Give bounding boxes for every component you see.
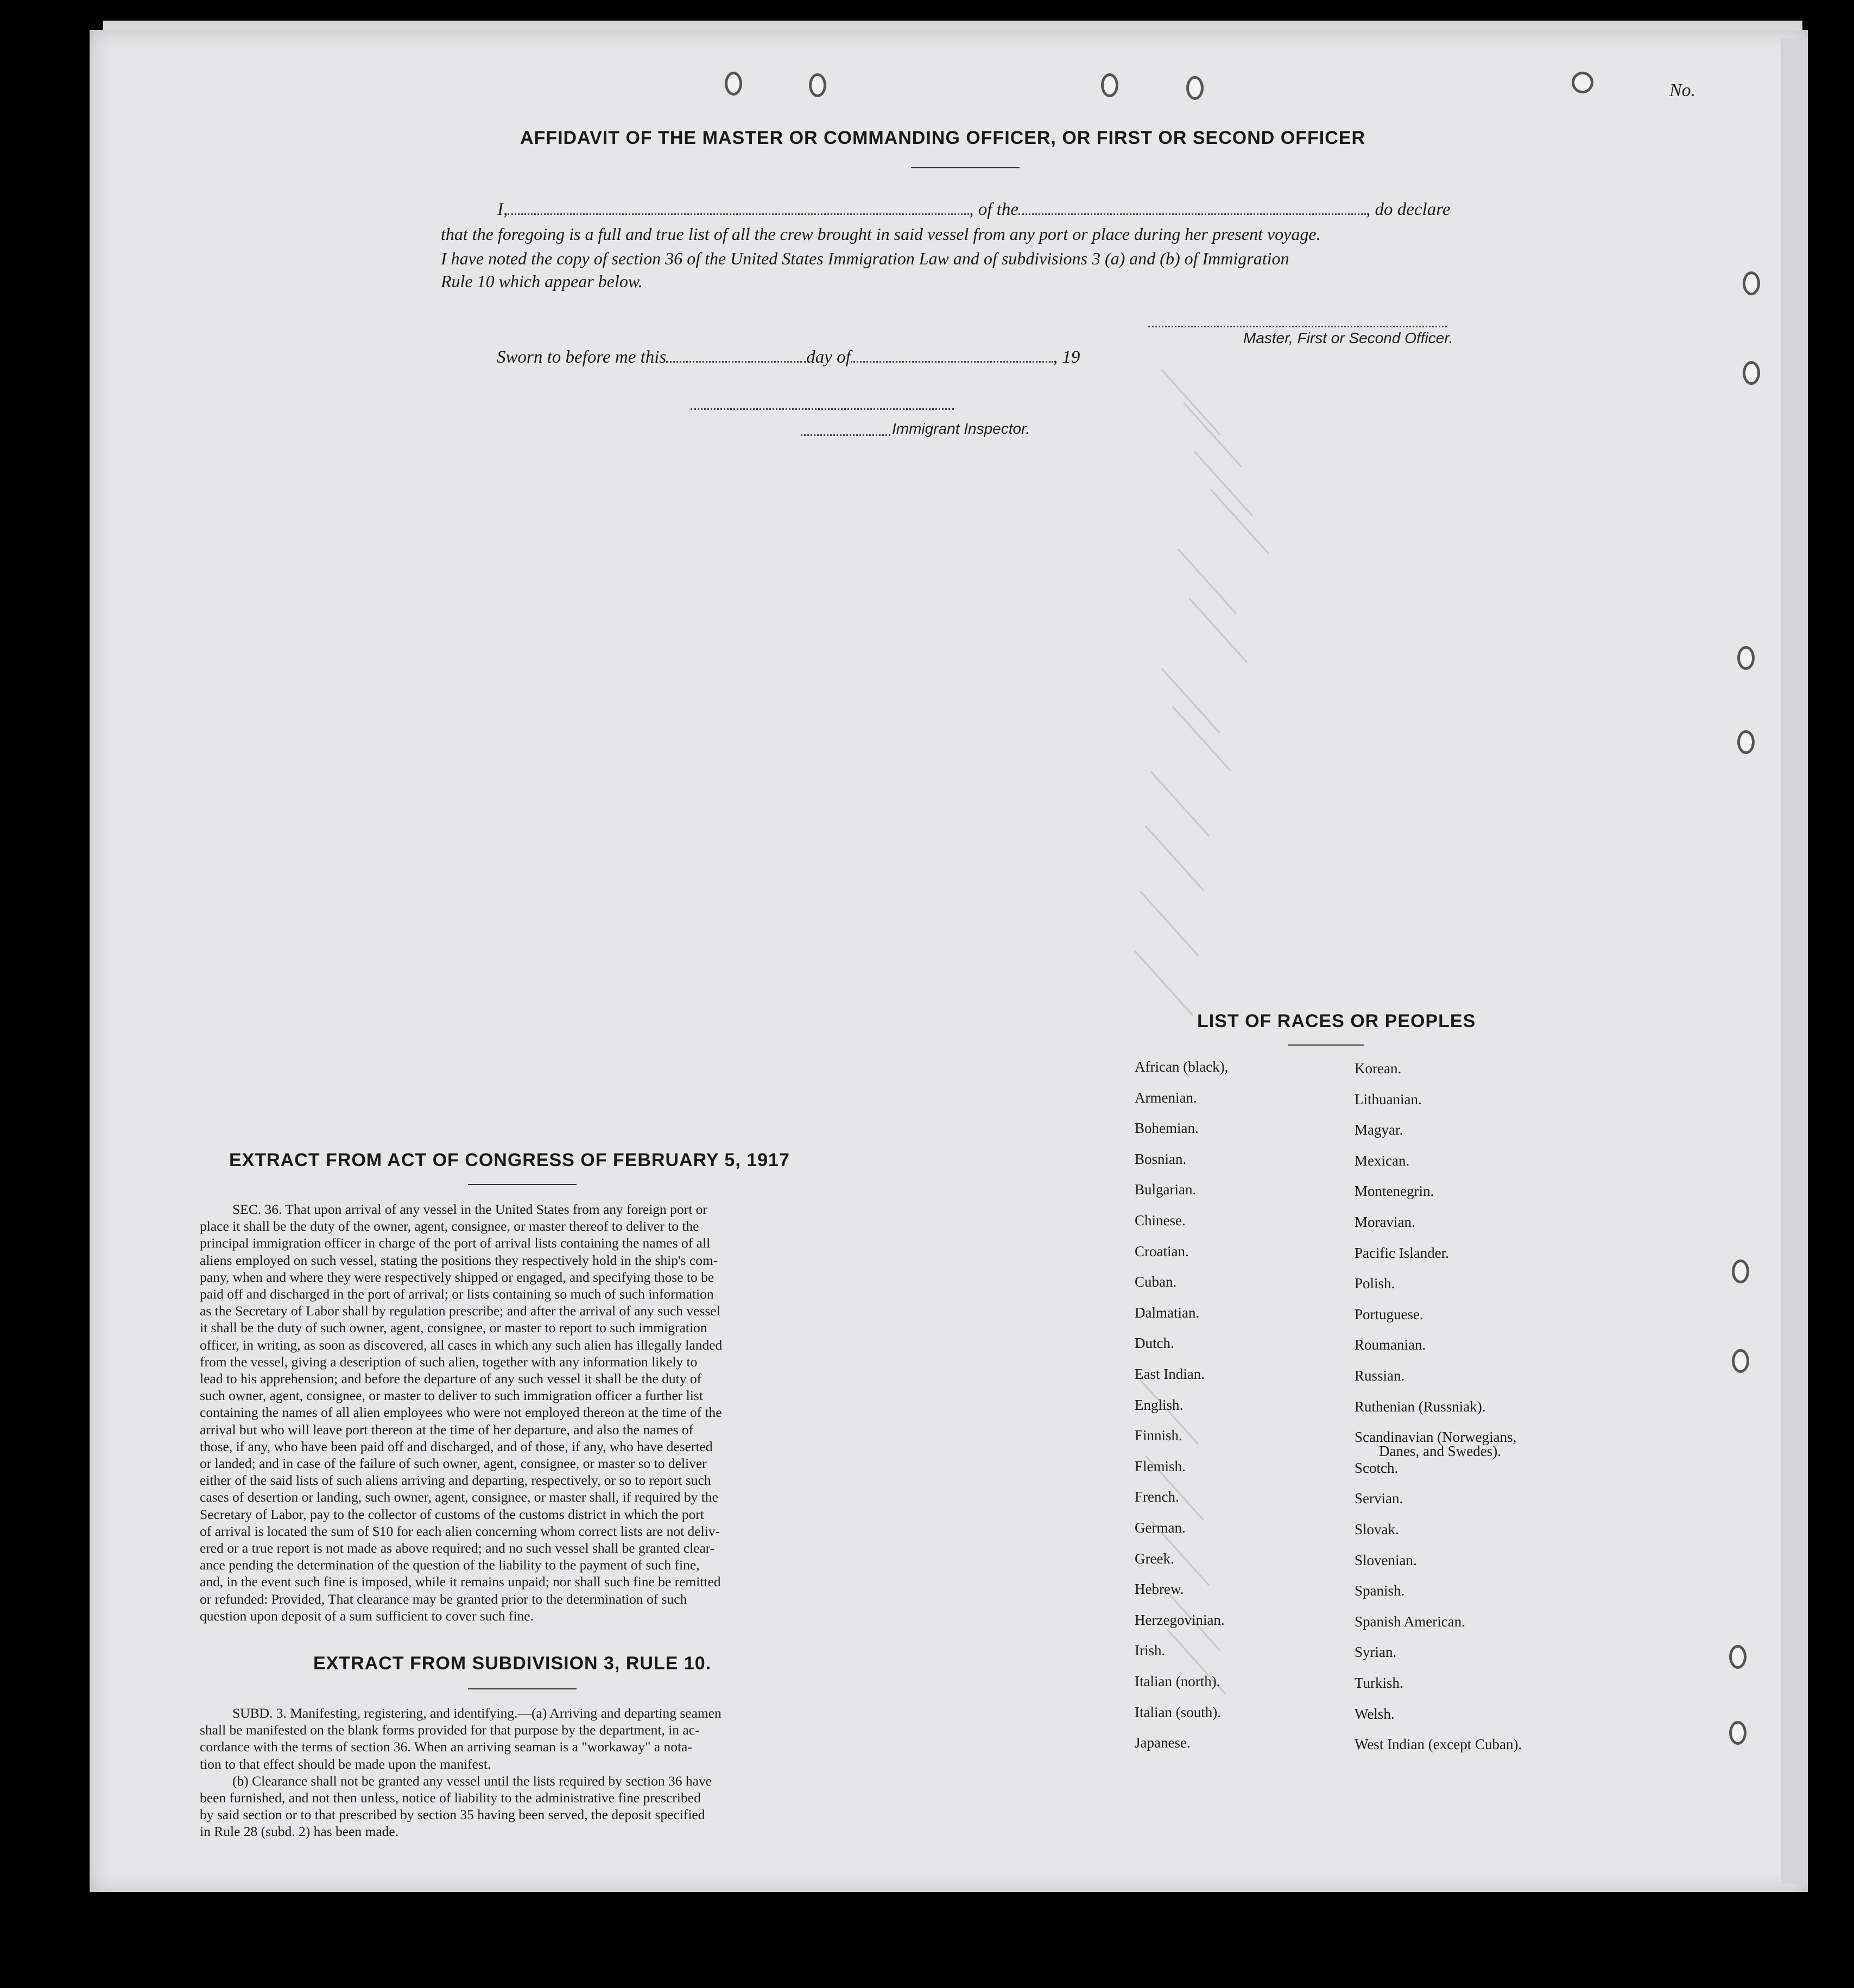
- race-item: Turkish.: [1355, 1675, 1403, 1691]
- text-line: or refunded: Provided, That clearance may be granted prior to the determination of such: [200, 1591, 687, 1607]
- race-item: Mexican.: [1355, 1152, 1410, 1169]
- affidavit-title: AFFIDAVIT OF THE MASTER OR COMMANDING OFFICER, OR FIRST OR SECOND OFFICER: [520, 128, 1365, 148]
- sworn-month-blank[interactable]: [851, 348, 1053, 363]
- race-item: Russian.: [1355, 1367, 1405, 1384]
- affidavit-line-4: Rule 10 which appear below.: [441, 271, 643, 291]
- race-item: Slovak.: [1355, 1521, 1399, 1537]
- text-line: tion to that effect should be made upon the manifest.: [200, 1756, 491, 1772]
- text-line: and, in the event such fine is imposed, while it remains unpaid; nor shall such fine be remitted: [200, 1574, 721, 1590]
- punch-hole: [725, 72, 742, 96]
- day-of-text: day of: [806, 347, 851, 367]
- extract-act-title: EXTRACT FROM ACT OF CONGRESS OF FEBRUARY 5, 1917: [229, 1150, 790, 1170]
- race-item: Roumanian.: [1355, 1337, 1426, 1353]
- text-line: by said section or to that prescribed by section 35 having been served, the deposit specified: [200, 1807, 705, 1823]
- race-item: Croatian.: [1135, 1243, 1189, 1259]
- punch-hole: [1572, 72, 1593, 93]
- extract-rule-rule: [468, 1688, 577, 1689]
- race-item: Servian.: [1355, 1490, 1403, 1507]
- punch-hole: [1729, 1645, 1747, 1669]
- sworn-text: Sworn to before me this: [497, 347, 667, 367]
- race-item: Greek.: [1135, 1550, 1174, 1567]
- text-line: in Rule 28 (subd. 2) has been made.: [200, 1824, 399, 1840]
- text-line: from the vessel, giving a description of such alien, together with any information likely to: [200, 1353, 698, 1370]
- affidavit-line-3: I have noted the copy of section 36 of the United States Immigration Law and of subdivisions 3 (a) and (b) of Immigration: [441, 249, 1289, 268]
- race-item: West Indian (except Cuban).: [1355, 1736, 1522, 1753]
- race-item: Magyar.: [1355, 1122, 1403, 1138]
- text-line: pany, when and where they were respectively shipped or engaged, and specifying those to be: [200, 1269, 714, 1285]
- race-item: Italian (south).: [1135, 1704, 1221, 1720]
- race-item: African (black),: [1135, 1059, 1229, 1075]
- race-item: Italian (north).: [1135, 1673, 1220, 1689]
- affidavit-of-the: , of the: [969, 200, 1018, 219]
- race-item: Pacific Islander.: [1355, 1244, 1449, 1261]
- affidavit-title-rule: [911, 167, 1020, 168]
- punch-hole: [1743, 271, 1760, 295]
- race-item: Korean.: [1355, 1060, 1402, 1077]
- punch-hole: [1101, 73, 1118, 97]
- vessel-blank[interactable]: [1018, 200, 1366, 215]
- race-item: English.: [1135, 1396, 1184, 1413]
- text-line: cases of desertion or landing, such owner, agent, consignee, or master shall, if required by the: [200, 1489, 718, 1505]
- punch-hole: [1186, 76, 1204, 100]
- race-item: Dutch.: [1135, 1335, 1174, 1352]
- text-line: shall be manifested on the blank forms provided for that purpose by the department, in ac-: [200, 1722, 700, 1738]
- race-item: Armenian.: [1135, 1089, 1197, 1106]
- text-line: containing the names of all alien employees who were not employed thereon at the time of the: [200, 1404, 722, 1421]
- punch-hole: [1732, 1349, 1749, 1373]
- race-item: Lithuanian.: [1355, 1091, 1422, 1107]
- text-line: such owner, agent, consignee, or master to deliver to such immigration officer a further list: [200, 1388, 703, 1404]
- text-line: it shall be the duty of such owner, agent, consignee, or master to report to such immigration: [200, 1320, 707, 1336]
- races-title: LIST OF RACES OR PEOPLES: [1197, 1011, 1476, 1031]
- text-line: been furnished, and not then unless, notice of liability to the administrative fine prescribed: [200, 1790, 701, 1806]
- race-item: Irish.: [1135, 1642, 1166, 1659]
- text-line: SEC. 36. That upon arrival of any vessel in the United States from any foreign port or: [232, 1201, 707, 1217]
- race-item: Hebrew.: [1135, 1581, 1184, 1598]
- race-item: Welsh.: [1355, 1705, 1395, 1722]
- race-item: Polish.: [1355, 1275, 1395, 1292]
- race-item: Spanish American.: [1355, 1613, 1465, 1630]
- text-line: SUBD. 3. Manifesting, registering, and identifying.—(a) Arriving and departing seamen: [232, 1705, 722, 1721]
- race-item: Montenegrin.: [1355, 1183, 1434, 1200]
- text-line: cordance with the terms of section 36. When an arriving seaman is a "workaway" a nota-: [200, 1739, 692, 1755]
- punch-hole: [1732, 1259, 1749, 1283]
- race-item-continuation: Danes, and Swedes).: [1379, 1443, 1501, 1460]
- text-line: question upon deposit of a sum sufficient to cover such fine.: [200, 1607, 534, 1624]
- text-line: those, if any, who have been paid off and discharged, and of those, if any, who have deserted: [200, 1438, 713, 1454]
- officer-signature-label: Master, First or Second Officer.: [1243, 330, 1453, 346]
- race-item: Bohemian.: [1135, 1120, 1199, 1137]
- affidavit-line-1: [497, 200, 1450, 220]
- extract-act-text: [200, 1201, 840, 1624]
- affidavit-line-2: that the foregoing is a full and true list of all the crew brought in said vessel from any port or place during her present voyage.: [441, 224, 1321, 244]
- text-line: Secretary of Labor, pay to the collector of customs of the customs district in which the port: [200, 1506, 704, 1522]
- races-title-rule: [1288, 1044, 1364, 1046]
- punch-hole: [1737, 730, 1755, 754]
- punch-hole: [1737, 646, 1755, 670]
- extract-act-rule: [468, 1184, 577, 1185]
- race-item: Scotch.: [1355, 1459, 1399, 1476]
- affidavit-i-label: I,: [497, 200, 508, 219]
- race-item: Japanese.: [1135, 1734, 1191, 1751]
- race-item: Chinese.: [1135, 1212, 1186, 1229]
- race-item: Bosnian.: [1135, 1150, 1187, 1167]
- punch-hole: [1743, 361, 1760, 385]
- punch-hole: [809, 73, 826, 97]
- race-item: East Indian.: [1135, 1366, 1205, 1382]
- sheet-side-edge: [1781, 38, 1808, 1884]
- race-item: French.: [1135, 1489, 1179, 1505]
- race-item: Cuban.: [1135, 1274, 1177, 1290]
- sworn-day-blank[interactable]: [666, 348, 806, 363]
- race-item: Slovenian.: [1355, 1552, 1417, 1568]
- race-item: Dalmatian.: [1135, 1304, 1200, 1321]
- punch-hole: [1729, 1721, 1747, 1745]
- race-item: Scandinavian (Norwegians,: [1355, 1429, 1517, 1446]
- inspector-label: Immigrant Inspector.: [892, 420, 1030, 437]
- race-item: Spanish.: [1355, 1582, 1405, 1599]
- page-mark: No.: [1669, 80, 1696, 100]
- text-line: aliens employed on such vessel, stating the positions they respectively hold in the ship's com-: [200, 1252, 718, 1268]
- race-item: Herzegovinian.: [1135, 1611, 1225, 1628]
- text-line: ered or a true report is not made as above required; and no such vessel shall be granted clear-: [200, 1540, 715, 1556]
- inspector-signature-lead: [801, 434, 890, 436]
- race-item: Ruthenian (Russniak).: [1355, 1398, 1486, 1415]
- sworn-line: [497, 347, 1080, 368]
- race-item: German.: [1135, 1520, 1186, 1536]
- text-line: (b) Clearance shall not be granted any vessel until the lists required by section 36 have: [232, 1772, 712, 1789]
- text-line: arrival but who will leave port thereon at the time of her departure, and also the names of: [200, 1421, 694, 1438]
- race-item: Bulgarian.: [1135, 1181, 1197, 1198]
- text-line: officer, in writing, as soon as discovered, all cases in which any such alien has illegally landed: [200, 1337, 723, 1353]
- affidavit-do-declare: , do declare: [1365, 200, 1451, 219]
- text-line: or landed; and in case of the failure of such owner, agent, consignee, or master so to deliver: [200, 1455, 707, 1472]
- race-item: Finnish.: [1135, 1427, 1182, 1444]
- race-item: Moravian.: [1355, 1214, 1415, 1230]
- text-line: principal immigration officer in charge of the port of arrival lists containing the names of all: [200, 1235, 711, 1251]
- inspector-signature-line[interactable]: [691, 408, 954, 410]
- extract-rule-text: [200, 1705, 832, 1840]
- text-line: ance pending the determination of the question of the liability to the payment of such fine,: [200, 1557, 700, 1573]
- race-item: Flemish.: [1135, 1458, 1186, 1474]
- text-line: paid off and discharged in the port of arrival; or lists containing so much of such information: [200, 1286, 714, 1302]
- text-line: place it shall be the duty of the owner, agent, consignee, or master thereof to deliver to the: [200, 1218, 699, 1234]
- text-line: either of the said lists of such aliens arriving and departing, respectively, or so to report such: [200, 1472, 711, 1489]
- name-blank[interactable]: [508, 200, 969, 215]
- text-line: as the Secretary of Labor shall by regulation prescribe; and after the arrival of any such vessel: [200, 1303, 720, 1319]
- year-prefix: , 19: [1053, 347, 1080, 367]
- race-item: Portuguese.: [1355, 1306, 1423, 1322]
- text-line: of arrival is located the sum of $10 for each alien concerning whom correct lists are not deliv-: [200, 1523, 720, 1539]
- race-item: Syrian.: [1355, 1644, 1397, 1661]
- officer-signature-line[interactable]: [1148, 326, 1447, 327]
- text-line: lead to his apprehension; and before the departure of any such vessel it shall be the duty of: [200, 1371, 702, 1387]
- extract-rule-title: EXTRACT FROM SUBDIVISION 3, RULE 10.: [313, 1653, 712, 1674]
